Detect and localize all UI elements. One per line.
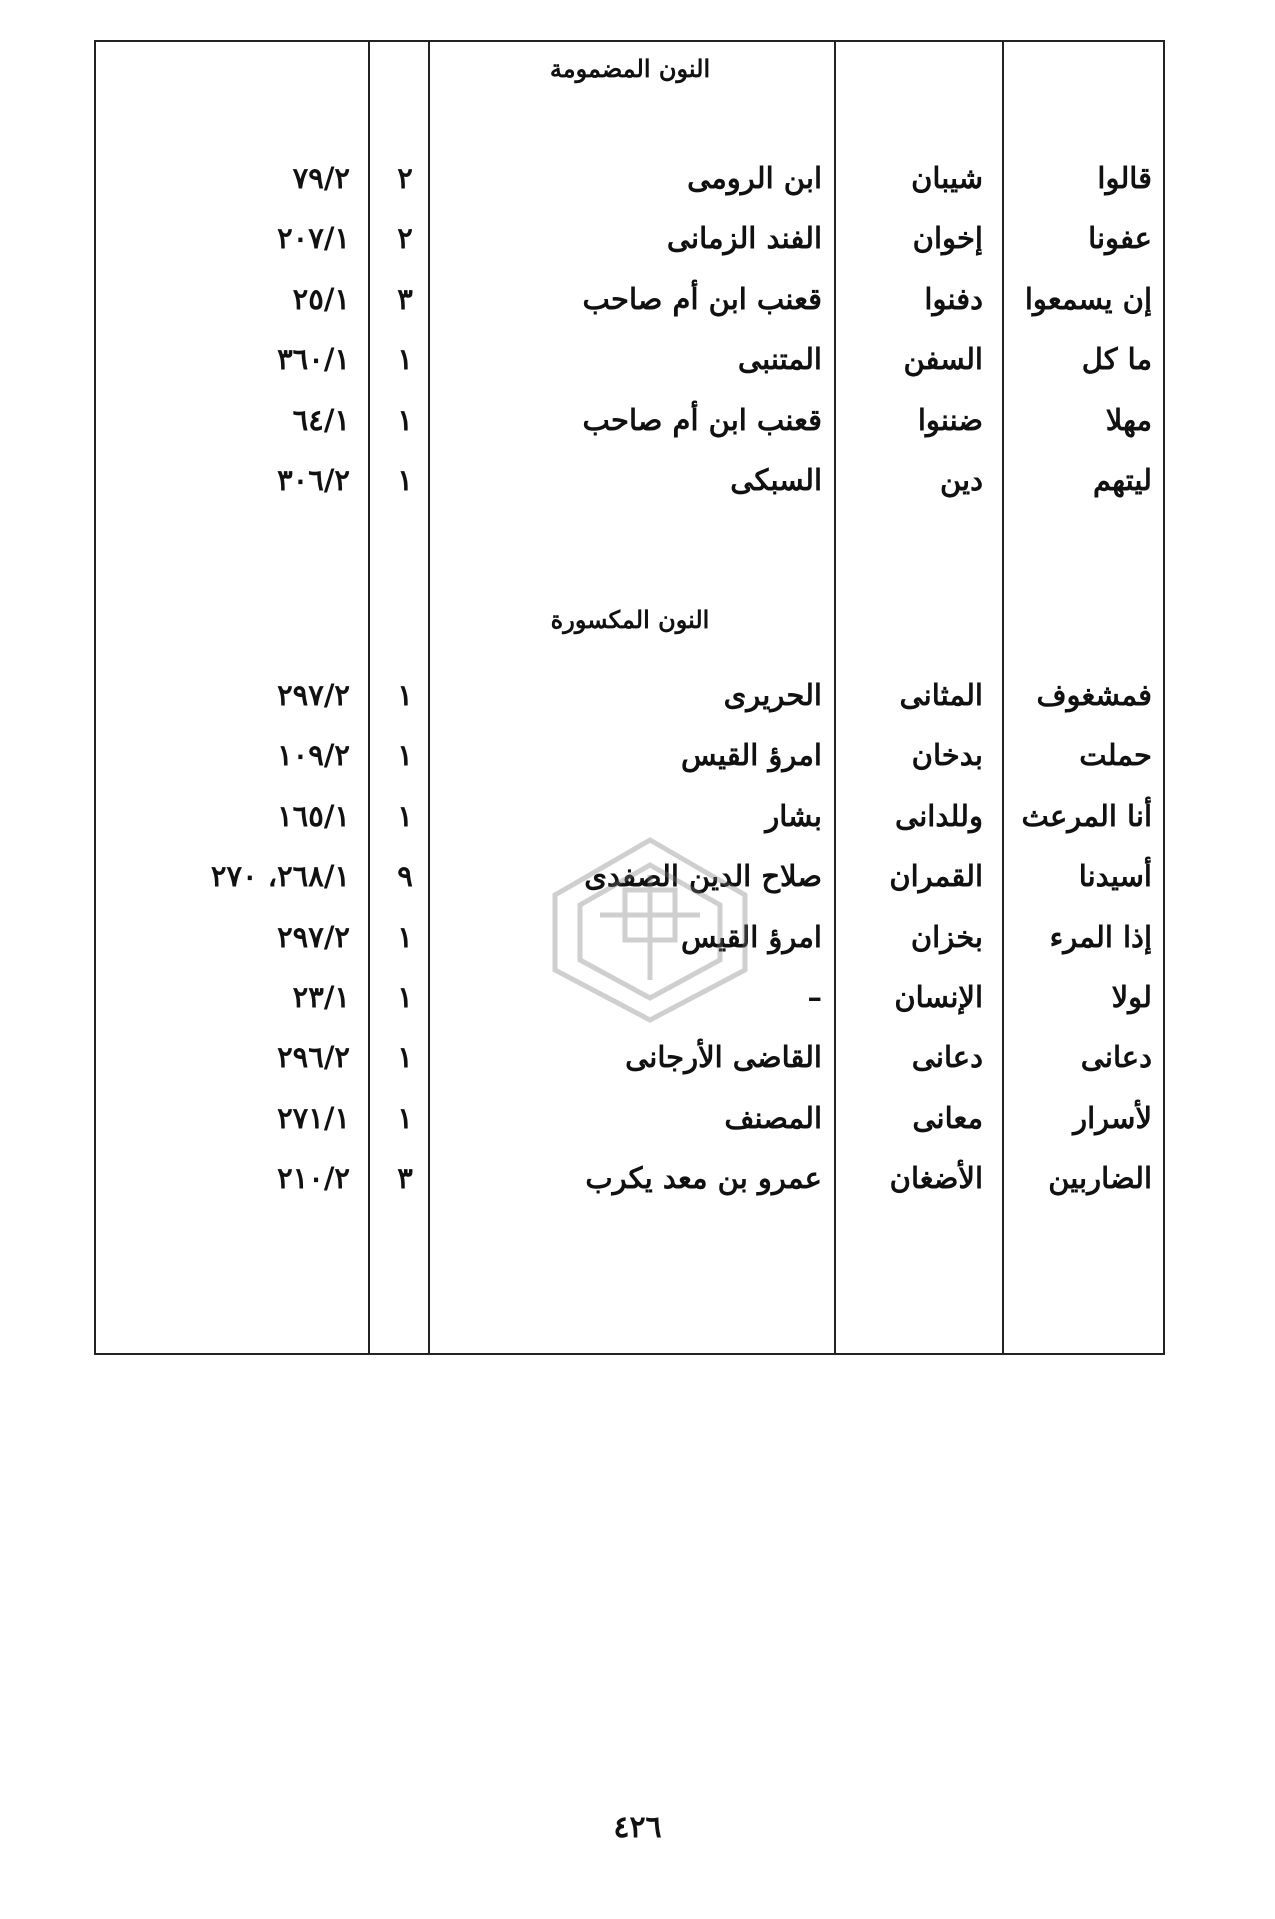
rhyme-word: القمران xyxy=(889,859,983,894)
rhyme-word: شيبان xyxy=(911,161,983,195)
index-word: لأسرار xyxy=(1073,1100,1152,1135)
verse-count: ١ xyxy=(397,342,413,377)
table-row xyxy=(0,790,1275,842)
table-row xyxy=(0,212,1275,264)
page-reference: ٢٥/١ xyxy=(292,281,350,316)
rhyme-word: إخوان xyxy=(912,221,983,256)
poet-name: عمرو بن معد يكرب xyxy=(585,1161,822,1196)
rhyme-word: بدخان xyxy=(911,738,983,773)
poet-name: قعنب ابن أم صاحب xyxy=(582,281,822,316)
page-reference: ٢٣/١ xyxy=(292,980,350,1014)
index-word: دعانى xyxy=(1080,1040,1152,1075)
table-row xyxy=(0,394,1275,446)
poet-name: المصنف xyxy=(724,1100,822,1135)
verse-count: ٣ xyxy=(397,281,413,316)
rhyme-word: الأضغان xyxy=(889,1161,983,1196)
index-word: حملت xyxy=(1079,738,1152,773)
table-row xyxy=(0,850,1275,902)
page-reference: ٢١٠/٢ xyxy=(277,1161,350,1196)
poet-name: ابن الرومى xyxy=(687,161,822,195)
verse-count: ٩ xyxy=(397,859,413,894)
verse-count: ١ xyxy=(397,738,413,773)
index-word: عفونا xyxy=(1088,221,1152,256)
index-word: ما كل xyxy=(1081,342,1152,377)
index-word: الضاربين xyxy=(1048,1161,1152,1196)
poet-name: صلاح الدين الصفدى xyxy=(584,859,822,894)
table-row xyxy=(0,669,1275,721)
poet-name: قعنب ابن أم صاحب xyxy=(582,402,822,437)
table-row xyxy=(0,333,1275,385)
verse-count: ١ xyxy=(397,402,413,437)
rhyme-word: ضننوا xyxy=(917,402,983,437)
section-heading-damma: النون المضمومة xyxy=(549,54,711,83)
poet-name: امرؤ القيس xyxy=(681,919,822,954)
table-row xyxy=(0,454,1275,506)
verse-count: ١ xyxy=(397,463,413,497)
index-word: فمشغوف xyxy=(1036,678,1152,712)
index-word: لولا xyxy=(1111,980,1152,1014)
page-reference: ٦٤/١ xyxy=(292,402,350,437)
rhyme-word: بخزان xyxy=(910,919,983,954)
rhyme-word: السفن xyxy=(903,342,983,377)
table-row xyxy=(0,971,1275,1023)
poet-name: القاضى الأرجانى xyxy=(625,1040,822,1075)
poet-name: – xyxy=(807,980,822,1014)
section-heading-kasra: النون المكسورة xyxy=(550,605,710,634)
rhyme-word: الإنسان xyxy=(894,980,983,1014)
index-word: إذا المرء xyxy=(1049,919,1152,954)
page-reference: ٢٩٧/٢ xyxy=(277,678,350,712)
page-reference: ٧٩/٢ xyxy=(292,161,350,195)
index-word: مهلا xyxy=(1105,402,1152,437)
page-reference: ٣٠٦/٢ xyxy=(277,463,350,497)
poet-name: الحريرى xyxy=(723,678,822,712)
rhyme-word: دعانى xyxy=(911,1040,983,1075)
verse-count: ٢ xyxy=(397,221,413,256)
page-reference: ١٠٩/٢ xyxy=(277,738,350,773)
verse-count: ٣ xyxy=(397,1161,413,1196)
verse-count: ١ xyxy=(397,980,413,1014)
poet-name: السبكى xyxy=(730,463,822,497)
verse-count: ١ xyxy=(397,1040,413,1075)
index-word: ليتهم xyxy=(1092,463,1152,497)
verse-count: ١ xyxy=(397,798,413,833)
page-reference: ٢٦٨/١، ٢٧٠ xyxy=(210,859,350,894)
rhyme-word: معانى xyxy=(912,1100,983,1135)
index-word: أسيدنا xyxy=(1078,859,1152,894)
index-word: أنا المرعث xyxy=(1021,798,1152,833)
verse-count: ٢ xyxy=(397,161,413,195)
poet-name: المتنبى xyxy=(737,342,822,377)
page-number: ٤٢٦ xyxy=(613,1810,662,1845)
table-row xyxy=(0,1031,1275,1083)
rhyme-word: دين xyxy=(939,463,983,497)
verse-count: ١ xyxy=(397,919,413,954)
table-row xyxy=(0,152,1275,204)
index-word: قالوا xyxy=(1097,161,1152,195)
verse-count: ١ xyxy=(397,1100,413,1135)
page-reference: ٢٧١/١ xyxy=(277,1100,350,1135)
table-row xyxy=(0,273,1275,325)
rhyme-word: دفنوا xyxy=(924,281,983,316)
poet-name: امرؤ القيس xyxy=(681,738,822,773)
page-reference: ١٦٥/١ xyxy=(277,798,350,833)
page-reference: ٣٦٠/١ xyxy=(277,342,350,377)
poet-name: بشار xyxy=(765,798,822,833)
page-reference: ٢٠٧/١ xyxy=(277,221,350,256)
rhyme-word: المثانى xyxy=(899,678,983,712)
verse-count: ١ xyxy=(397,678,413,712)
poet-name: الفند الزمانى xyxy=(666,221,822,256)
page-reference: ٢٩٦/٢ xyxy=(277,1040,350,1075)
index-word: إن يسمعوا xyxy=(1024,281,1152,316)
table-row xyxy=(0,911,1275,963)
table-row xyxy=(0,1152,1275,1204)
page-reference: ٢٩٧/٢ xyxy=(277,919,350,954)
table-row xyxy=(0,1092,1275,1144)
rhyme-word: وللدانى xyxy=(895,798,983,833)
table-row xyxy=(0,729,1275,781)
